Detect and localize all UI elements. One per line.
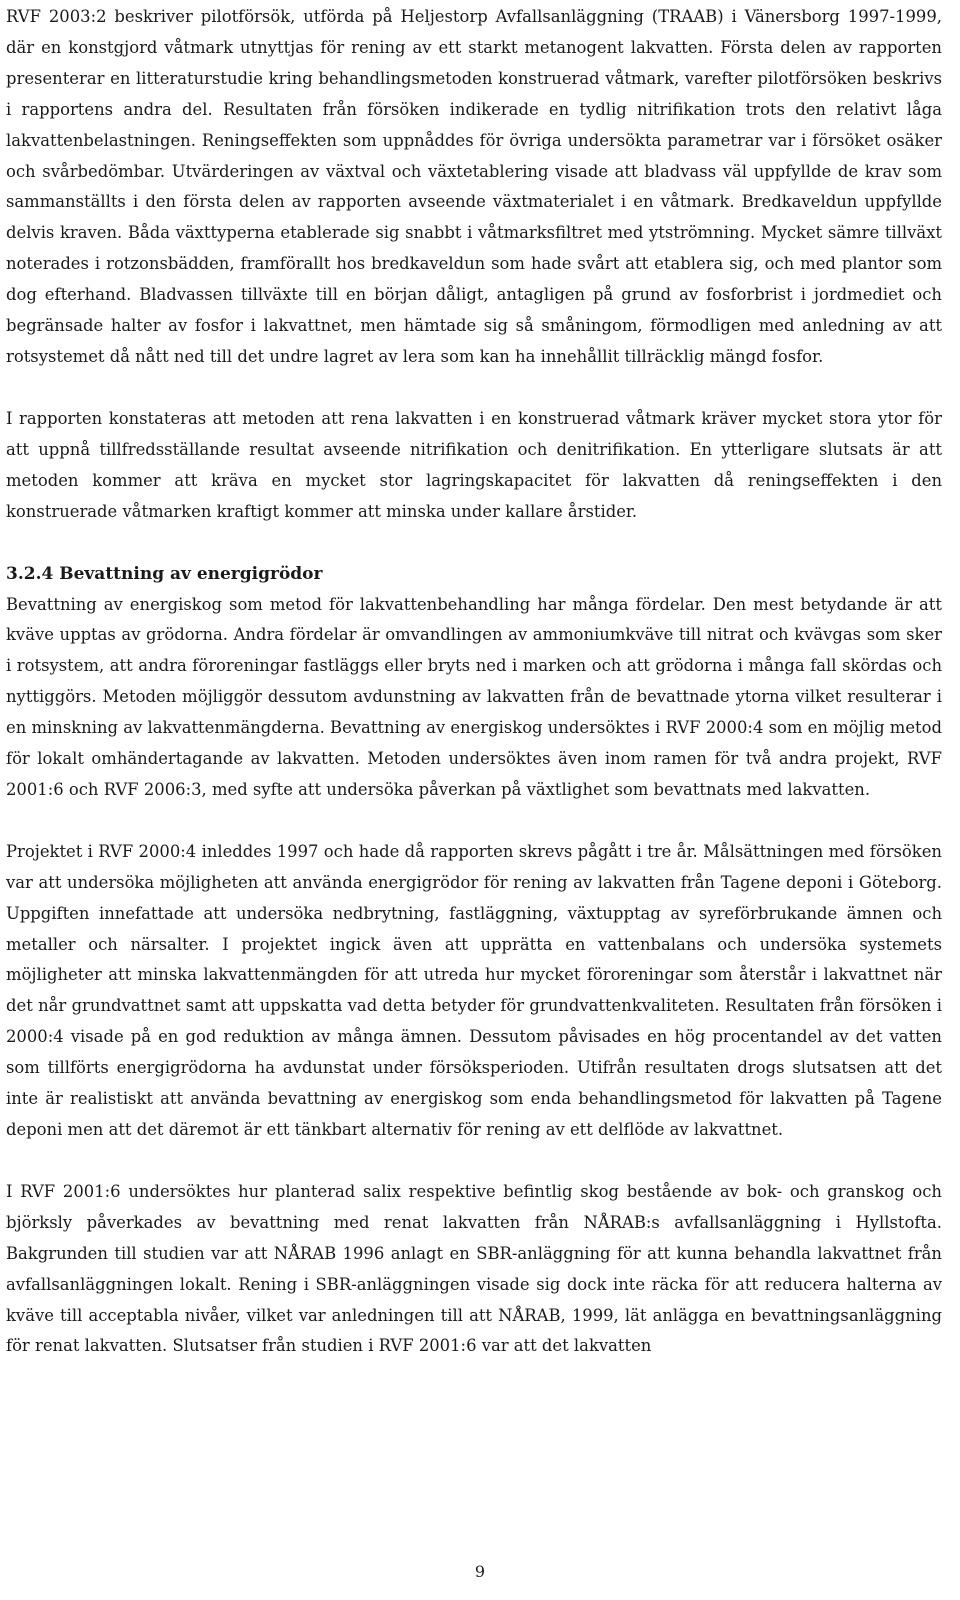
section-heading: 3.2.4 Bevattning av energigrödor [6, 563, 323, 584]
paragraph-gap [6, 528, 942, 559]
paragraph-energy-crops-intro: Bevattning av energiskog som metod för lakvattenbehandling har många fördelar. Den mest betydande är att kväve upptas av grödorna. Andra fördelar är omvandlingen av ammoniumkväve till nitrat och kvävgas som sker i rotsystem, att andra föroreningar fastläggs eller bryts ned i marken och att grödorna i många fall skördas och nyttiggörs. Metoden möjliggör dessutom avdunstning av lakvatten från de bevattnade ytorna vilket resulterar i en minskning av lakvattenmängderna. Bevattning av energiskog undersöktes i RVF 2000:4 som en möjlig metod för lokalt omhändertagande av lakvatten. Metoden undersöktes även inom ramen för två andra projekt, RVF 2001:6 och RVF 2006:3, med syfte att undersöka påverkan på växtlighet som bevattnats med lakvatten. [6, 594, 942, 799]
paragraph-rvf-2001-6: I RVF 2001:6 undersöktes hur planterad salix respektive befintlig skog bestående av bok- och granskog och björksly påverkades av bevattning med renat lakvatten från NÅRAB:s avfallsanläggning i Hyllstofta. Bakgrunden till studien var att NÅRAB 1996 anlagt en SBR-anläggning för att kunna behandla lakvattnet från avfallsanläggningen lokalt. Rening i SBR-anläggningen visade sig dock inte räcka för att reducera halterna av kväve till acceptabla nivåer, vilket var anledningen till att NÅRAB, 1999, lät anlägga en bevattningsanläggning för renat lakvatten. Slutsatser från studien i RVF 2001:6 var att det lakvatten [6, 1181, 942, 1356]
paragraph-gap [6, 1146, 942, 1177]
page-number: 9 [474, 1562, 486, 1581]
paragraph-gap [6, 373, 942, 404]
paragraph-rvf-2000-4: Projektet i RVF 2000:4 inleddes 1997 och hade då rapporten skrevs pågått i tre år. Målsättningen med försöken var att undersöka möjligheten att använda energigrödor för rening av lakvatten från Tagene deponi i Göteborg. Uppgiften innefattade att undersöka nedbrytning, fastläggning, växtupptag av syreförbrukande ämnen och metaller och närsalter. I projektet ingick även att upprätta en vattenbalans och undersöka systemets möjligheter att minska lakvattenmängden för att utreda hur mycket föroreningar som återstår i lakvattnet när det når grundvattnet samt att uppskatta vad detta betyder för grundvattenkvaliteten. Resultaten från försöken i 2000:4 visade på en god reduktion av många ämnen. Dessutom påvisades en hög procentandel av det vatten som tillförts energigrödorna ha avdunstat under försöksperioden. Utifrån resultaten drogs slutsatsen att det inte är realistiskt att använda bevattning av energiskog som enda behandlingsmetod för lakvatten på Tagene deponi men att det däremot är ett tänkbart alternativ för rening av ett delflöde av lakvattnet. [6, 841, 942, 1139]
paragraph-rvf-2003-2: RVF 2003:2 beskriver pilotförsök, utförda på Heljestorp Avfallsanläggning (TRAAB) i Vänersborg 1997-1999, där en konstgjord våtmark utnyttjas för rening av ett starkt metanogent lakvatten. Första delen av rapporten presenterar en litteraturstudie kring behandlingsmetoden konstruerad våtmark, varefter pilotförsöken beskrivs i rapportens andra del. Resultaten från försöken indikerade en tydlig nitrifikation trots den relativt låga lakvattenbelastningen. Reningseffekten som uppnåddes för övriga undersökta parametrar var i försöket osäker och svårbedömbar. Utvärderingen av växtval och växtetablering visade att bladvass väl uppfyllde de krav som sammanställts i den första delen av rapporten avseende växtmaterialet i en våtmark. Bredkaveldun uppfyllde delvis kraven. Båda växttyperna etablerade sig snabbt i våtmarksfiltret med ytströmning. Mycket sämre tillväxt noterades i rotzonsbädden, framförallt hos bredkaveldun som hade svårt att etablera sig, och med plantor som dog efterhand. Bladvassen tillväxte till en början dåligt, antagligen på grund av fosforbrist i jordmediet och begränsade halter av fosfor i lakvattnet, men hämtade sig så småningom, förmodligen med anledning av att rotsystemet då nått ned till det undre lagret av lera som kan ha innehållit tillräcklig mängd fosfor. [6, 7, 942, 366]
paragraph-gap [6, 806, 942, 837]
paragraph-conclusions: I rapporten konstateras att metoden att rena lakvatten i en konstruerad våtmark kräver mycket stora ytor för att uppnå tillfredsställande resultat avseende nitrifikation och denitrifikation. En ytterligare slutsats är att metoden kommer att kräva en mycket stor lagringskapacitet för lakvatten då reningseffekten i den konstruerade våtmarken kraftigt kommer att minska under kallare årstider. [6, 408, 942, 521]
